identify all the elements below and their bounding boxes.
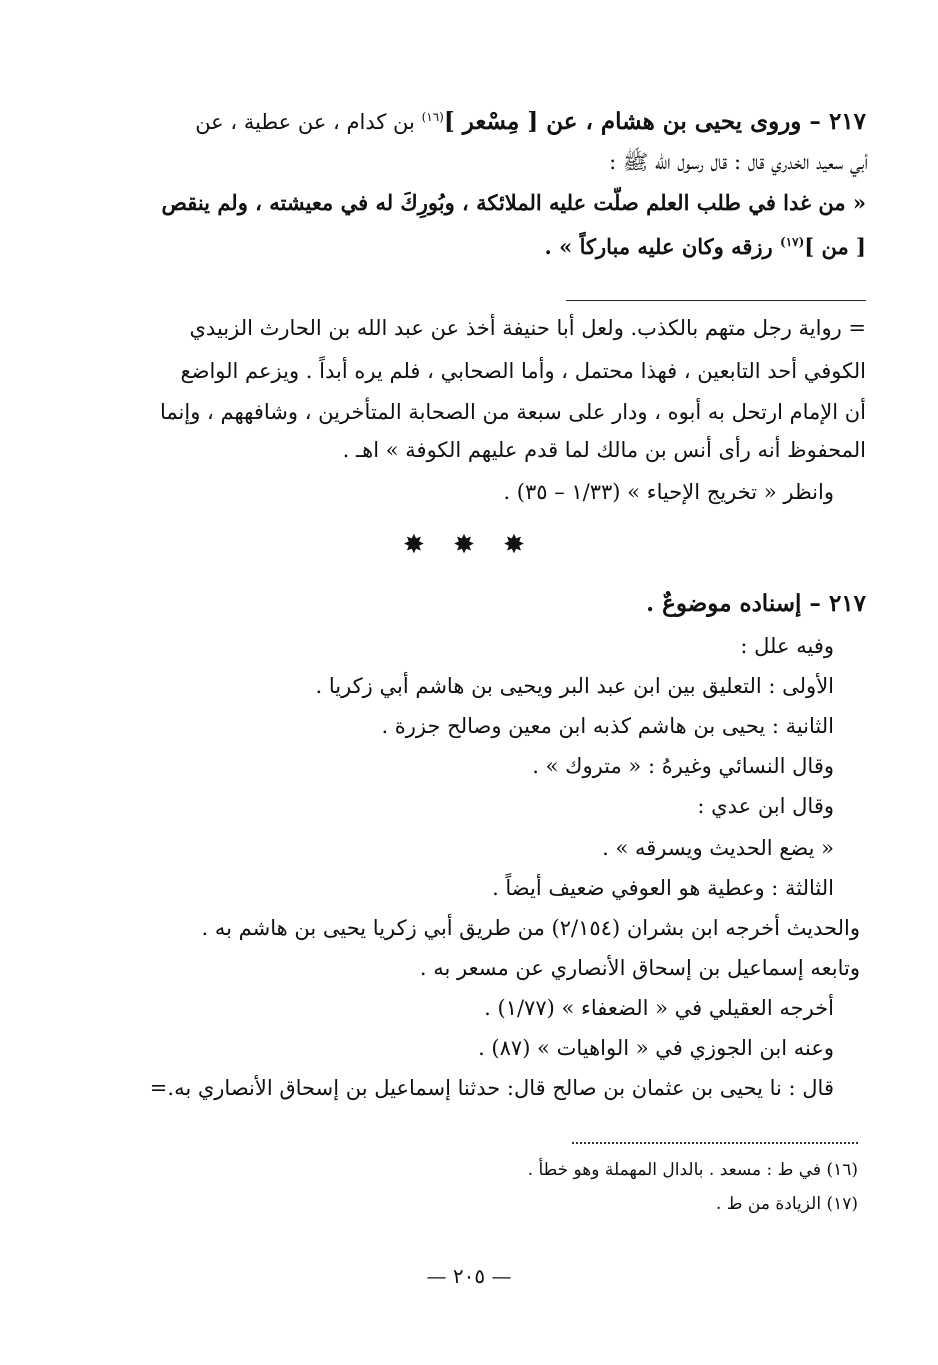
- page-number: — ٢٠٥ —: [426, 1264, 512, 1288]
- footnote-16: (١٦) في ط : مسعد . بالدال المهملة وهو خطأ .: [527, 1160, 858, 1180]
- footnote-dotted-rule: [572, 1142, 858, 1144]
- takhrij-line-12: قال : نا يحيى بن عثمان بن صالح قال: حدثنا إسماعيل بن إسحاق الأنصاري به.=: [149, 1076, 834, 1100]
- takhrij-heading: ٢١٧ – إسناده موضوعٌ .: [646, 590, 866, 617]
- takhrij-line-10: أخرجه العقيلي في « الضعفاء » (١/٧٧) .: [484, 996, 834, 1020]
- takhrij-line-11: وعنه ابن الجوزي في « الواهيات » (٨٧) .: [478, 1036, 834, 1060]
- note-line-5: وانظر « تخريج الإحياء » (١/٣٣ – ٣٥) .: [503, 480, 834, 504]
- footnote-ref-16: (١٦): [421, 110, 444, 124]
- takhrij-line-7: الثالثة : وعطية هو العوفي ضعيف أيضاً .: [492, 876, 834, 900]
- takhrij-line-5: وقال ابن عدي :: [697, 794, 834, 818]
- footnote-ref-17: (١٧): [780, 235, 805, 249]
- takhrij-line-3: الثانية : يحيى بن هاشم كذبه ابن معين وصالح جزرة .: [381, 714, 834, 738]
- hadith-quote-line-1: « من غدا في طلب العلم صلّت عليه الملائكة ، وبُورِكَ له في معيشته ، ولم ينقص: [161, 190, 866, 215]
- note-line-4: المحفوظ أنه رأى أنس بن مالك لما قدم عليهم الكوفة » اهـ .: [342, 438, 866, 462]
- takhrij-line-9: وتابعه إسماعيل بن إسحاق الأنصاري عن مسعر به .: [419, 956, 860, 980]
- hadith-quote-line-2: [545, 236, 866, 257]
- quote-bracket: [ من ]: [804, 234, 866, 259]
- takhrij-line-8: والحديث أخرجه ابن بشران (٢/١٥٤) من طريق أبي زكريا يحيى بن هاشم به .: [201, 916, 860, 940]
- takhrij-line-1: وفيه علل :: [740, 634, 834, 658]
- entry-line-1: [195, 110, 866, 133]
- note-line-3: أن الإمام ارتحل به أبوه ، ودار على سبعة من الصحابة المتأخرين ، وشافههم ، وإنما: [160, 400, 866, 424]
- note-line-1: = رواية رجل متهم بالكذب. ولعل أبا حنيفة أخذ عن عبد الله بن الحارث الزبيدي: [189, 316, 866, 340]
- quote-tail: رزقه وكان عليه مباركاً » .: [544, 234, 773, 259]
- entry-line-1-tail: بن كدام ، عن عطية ، عن: [195, 110, 415, 134]
- entry-line-2: أبي سعيد الخدري قال : قال رسول الله ﷺ :: [609, 150, 868, 174]
- takhrij-line-6: « يضع الحديث ويسرقه » .: [602, 836, 834, 860]
- section-separator-stars: ✸ ✸ ✸: [403, 530, 535, 560]
- takhrij-line-4: وقال النسائي وغيرهُ : « متروك » .: [532, 754, 834, 778]
- footnote-separator-rule: [566, 300, 866, 301]
- footnote-17: (١٧) الزيادة من ط .: [716, 1194, 858, 1214]
- takhrij-line-2: الأولى : التعليق بين ابن عبد البر ويحيى بن هاشم أبي زكريا .: [315, 674, 834, 698]
- note-line-2: الكوفي أحد التابعين ، فهذا محتمل ، وأما الصحابي ، فلم يره أبداً . ويزعم الواضع: [180, 359, 866, 383]
- entry-number: ٢١٧ – وروى يحيى بن هشام ، عن [ مِسْعر ]: [443, 108, 866, 135]
